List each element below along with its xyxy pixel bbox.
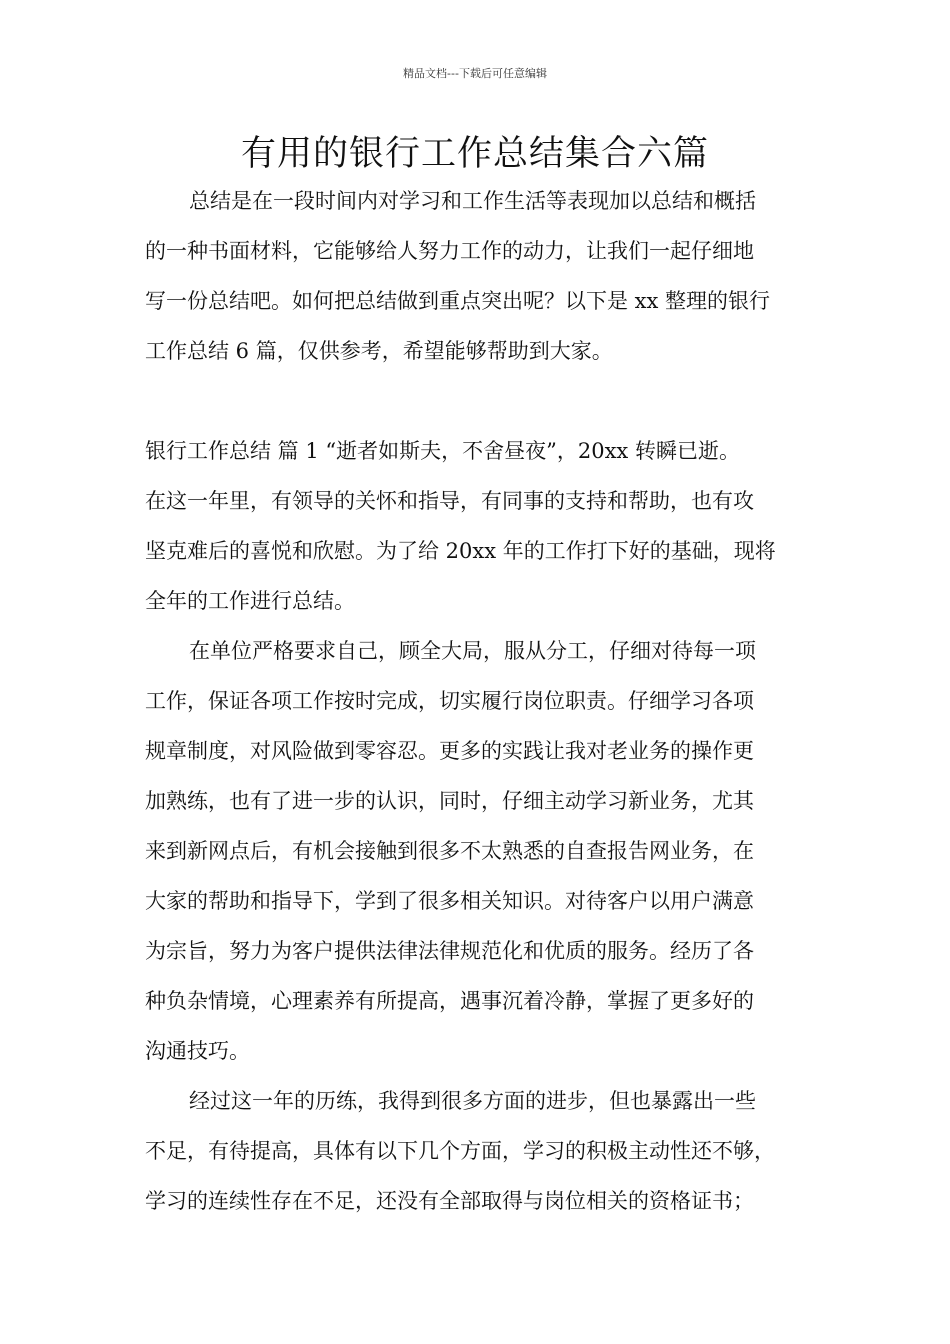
text-line: 的一种书面材料，它能够给人努力工作的动力，让我们一起仔细地 bbox=[145, 239, 754, 263]
text-line: 工作，保证各项工作按时完成，切实履行岗位职责。仔细学习各项 bbox=[145, 689, 754, 713]
text-line: 大家的帮助和指导下，学到了很多相关知识。对待客户以用户满意 bbox=[145, 889, 754, 913]
text-line: 规章制度，对风险做到零容忍。更多的实践让我对老业务的操作更 bbox=[145, 739, 754, 763]
document-title: 有用的银行工作总结集合六篇 bbox=[240, 134, 709, 174]
text-line: 工作总结 6 篇，仅供参考，希望能够帮助到大家。 bbox=[145, 339, 613, 363]
text-line: 学习的连续性存在不足，还没有全部取得与岗位相关的资格证书； bbox=[145, 1189, 754, 1213]
text-line: 写一份总结吧。如何把总结做到重点突出呢？以下是 xx 整理的银行 bbox=[145, 289, 771, 313]
header-note: 精品文档---下载后可任意编辑 bbox=[403, 67, 547, 80]
text-line: 总结是在一段时间内对学习和工作生活等表现加以总结和概括 bbox=[189, 189, 756, 213]
text-line: 来到新网点后，有机会接触到很多不太熟悉的自查报告网业务，在 bbox=[145, 839, 754, 863]
text-line: 经过这一年的历练，我得到很多方面的进步，但也暴露出一些 bbox=[189, 1089, 756, 1113]
section-1-paragraph bbox=[145, 426, 835, 626]
text-line: 沟通技巧。 bbox=[145, 1039, 250, 1063]
text-line: 全年的工作进行总结。 bbox=[145, 589, 355, 613]
text-line: 在这一年里，有领导的关怀和指导，有同事的支持和帮助，也有攻 bbox=[145, 489, 754, 513]
text-line: 银行工作总结 篇 1 “逝者如斯夫，不舍昼夜”，20xx 转瞬已逝。 bbox=[145, 439, 740, 463]
shortcomings-paragraph bbox=[145, 1076, 835, 1226]
text-line: 不足，有待提高，具体有以下几个方面，学习的积极主动性还不够， bbox=[145, 1139, 775, 1163]
text-line: 坚克难后的喜悦和欣慰。为了给 20xx 年的工作打下好的基础，现将 bbox=[145, 539, 776, 563]
text-line: 为宗旨，努力为客户提供法律法律规范化和优质的服务。经历了各 bbox=[145, 939, 754, 963]
intro-paragraph bbox=[145, 176, 835, 376]
text-line: 在单位严格要求自己，顾全大局，服从分工，仔细对待每一项 bbox=[189, 639, 756, 663]
work-paragraph bbox=[145, 626, 835, 1076]
text-line: 加熟练，也有了进一步的认识，同时，仔细主动学习新业务，尤其 bbox=[145, 789, 754, 813]
text-line: 种负杂情境，心理素养有所提高，遇事沉着冷静，掌握了更多好的 bbox=[145, 989, 754, 1013]
